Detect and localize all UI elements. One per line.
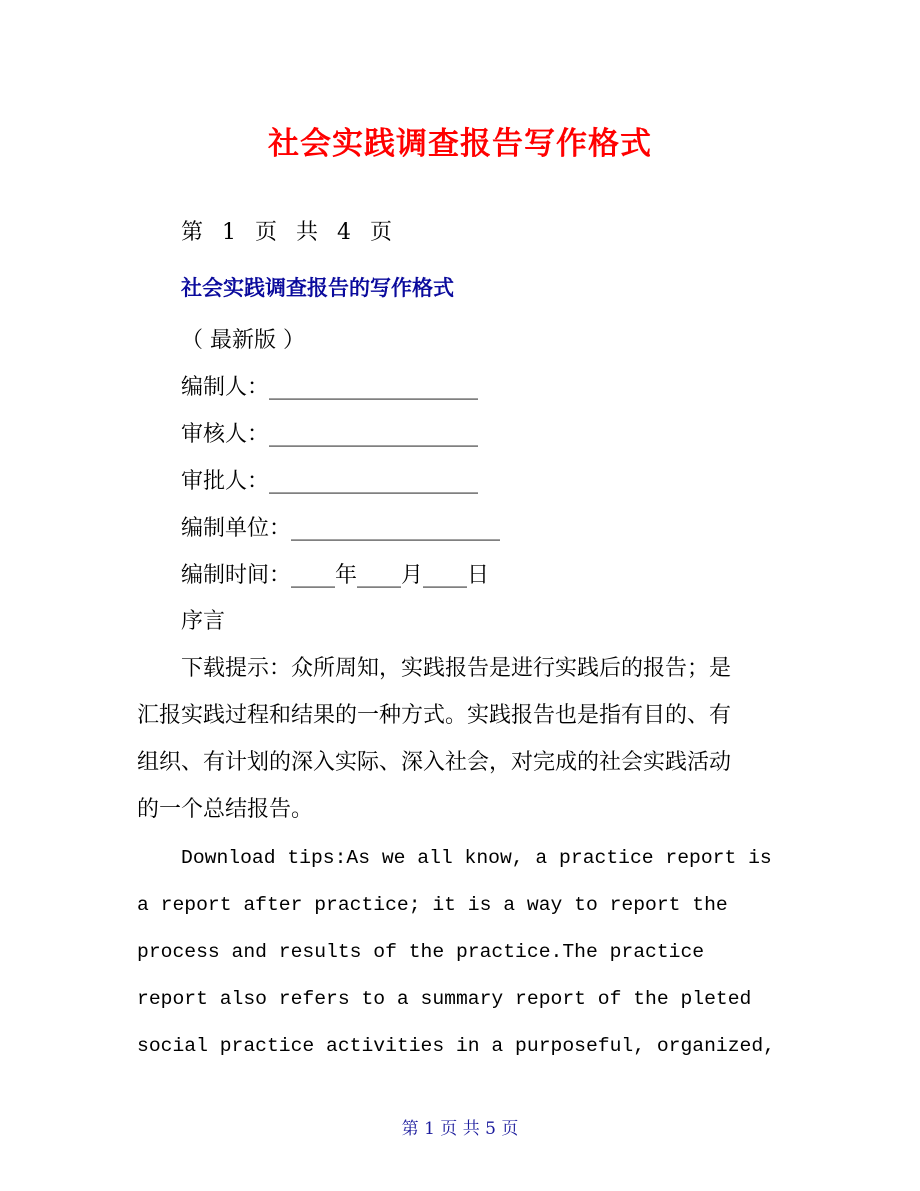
field-date: 编制时间：____年____月____日 xyxy=(181,563,490,588)
preface-heading: 序言 xyxy=(181,609,226,634)
field-reviewer: 审核人：___________________ xyxy=(181,422,479,447)
paragraph-line: process and results of the practice.The practice xyxy=(137,941,705,963)
paragraph-line: 下载提示：众所周知，实践报告是进行实践后的报告；是 xyxy=(181,656,732,681)
field-unit: 编制单位：___________________ xyxy=(181,516,501,541)
page-footer: 第 1 页 共 5 页 xyxy=(401,1119,519,1139)
paragraph-line: Download tips:As we all know, a practice report is xyxy=(181,847,772,869)
paragraph-line: 汇报实践过程和结果的一种方式。实践报告也是指有目的、有 xyxy=(137,703,732,728)
paragraph-line: report also refers to a summary report of the pleted xyxy=(137,988,752,1010)
version-label: （ 最新版 ） xyxy=(181,328,305,353)
paragraph-line: a report after practice; it is a way to report the xyxy=(137,894,728,916)
document-subtitle: 社会实践调查报告的写作格式 xyxy=(181,276,454,300)
paragraph-line: 的一个总结报告。 xyxy=(137,797,314,822)
paragraph-line: social practice activities in a purposeful, organized, xyxy=(137,1035,775,1057)
field-compiler: 编制人：___________________ xyxy=(181,375,479,400)
document-title: 社会实践调查报告写作格式 xyxy=(268,126,652,162)
field-approver: 审批人：___________________ xyxy=(181,469,479,494)
paragraph-line: 组织、有计划的深入实际、深入社会，对完成的社会实践活动 xyxy=(137,750,732,775)
page-indicator: 第 1 页 共 4 页 xyxy=(181,220,398,245)
